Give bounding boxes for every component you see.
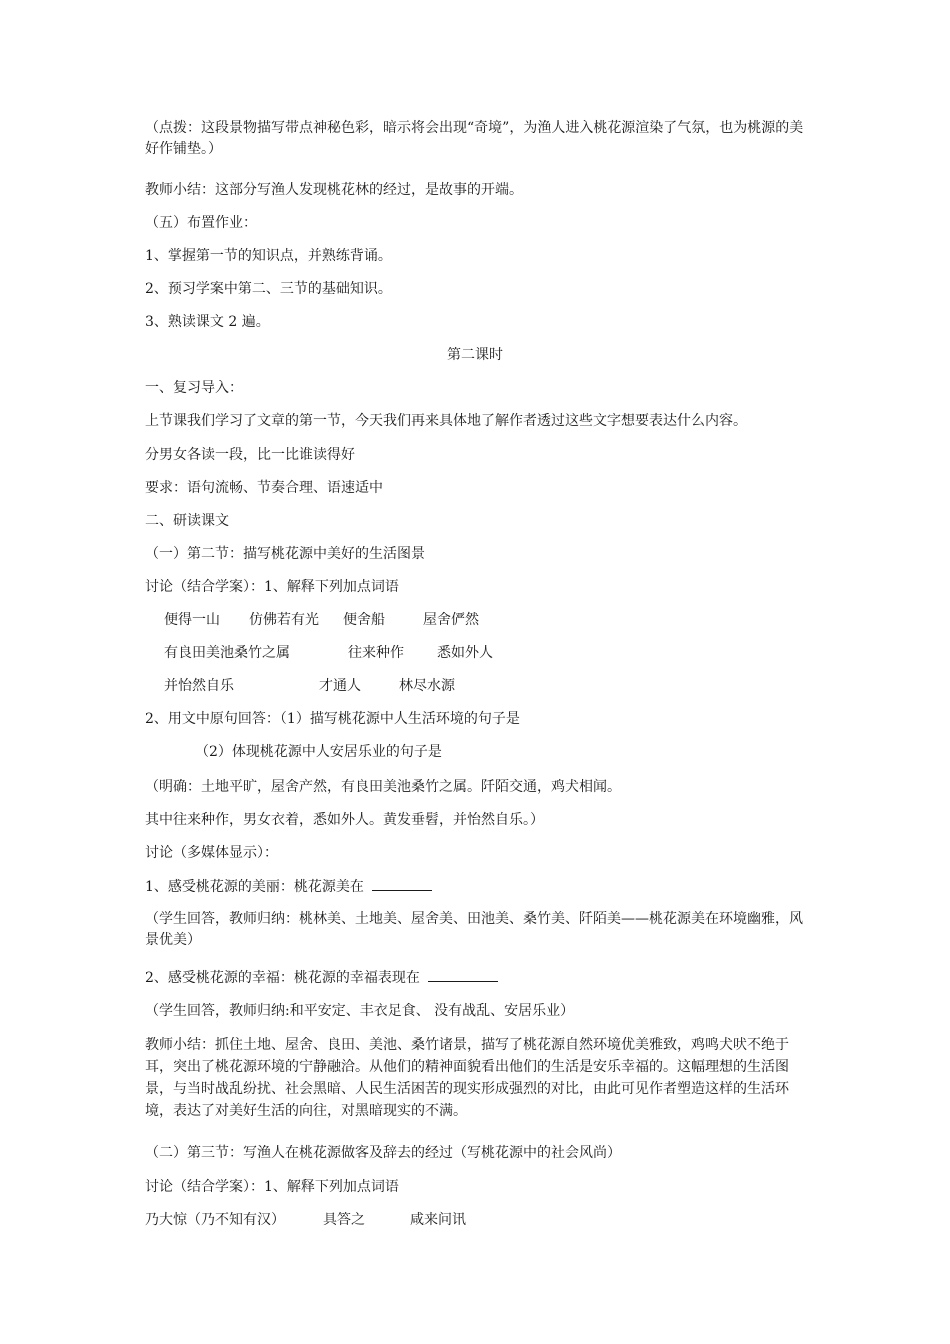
vocab-word: 屋舍俨然 <box>423 612 479 628</box>
paragraph-reading: 分男女各读一段，比一比谁读得好 <box>145 447 355 463</box>
answer-blank <box>372 876 432 891</box>
paragraph-hint: （点拨：这段景物描写带点神秘色彩，暗示将会出现“奇境”，为渔人进入桃花源渲染了气氛，也为桃源的美好作铺垫。） <box>145 120 804 157</box>
paragraph-discussion-1: 讨论（结合学案）：1、解释下列加点词语 <box>145 579 399 595</box>
beauty-prompt: 1、感受桃花源的美丽：桃花源美在 <box>145 879 364 895</box>
vocab-word: 乃大惊（乃不知有汉） <box>145 1212 285 1228</box>
vocab-word: 便舍船 <box>343 612 385 628</box>
vocab-word: 往来种作 <box>348 645 404 661</box>
paragraph-beauty-answer: （学生回答，教师归纳：桃林美、土地美、屋舍美、田池美、桑竹美、阡陌美——桃花源美在环境幽雅，风景优美） <box>145 911 803 948</box>
homework-item-1: 1、掌握第一节的知识点，并熟练背诵。 <box>145 248 392 264</box>
paragraph-teacher-summary-2: 教师小结：抓住土地、屋舍、良田、美池、桑竹诸景，描写了桃花源自然环境优美雅致，鸡鸣犬吠不绝于耳，突出了桃花源环境的宁静融洽。从他们的精神面貌看出他们的生活是安乐幸福的。这幅理想的生活图景，与当时战乱纷扰、社会黑暗、人民生活困苦的现实形成强烈的对比，由此可见作者塑造这样的生活环境，表达了对美好生活的向往，对黑暗现实的不满。 <box>145 1037 789 1119</box>
paragraph-answer-1: （明确：土地平旷，屋舍产然，有良田美池桑竹之属。阡陌交通，鸡犬相闻。 <box>145 779 621 795</box>
paragraph-teacher-summary-1: 教师小结：这部分写渔人发现桃花林的经过，是故事的开端。 <box>145 182 523 198</box>
answer-blank <box>428 967 498 982</box>
vocab-word: 咸来问讯 <box>410 1212 466 1228</box>
vocab-word: 具答之 <box>323 1212 365 1228</box>
vocab-word: 便得一山 <box>164 612 220 628</box>
paragraph-review-intro: 一、复习导入： <box>145 380 243 396</box>
homework-item-3: 3、熟读课文 2 遍。 <box>145 314 270 330</box>
paragraph-beauty <box>145 876 432 897</box>
paragraph-section-two: （一）第二节：描写桃花源中美好的生活图景 <box>145 546 425 562</box>
paragraph-discussion-media: 讨论（多媒体显示）： <box>145 845 278 861</box>
vocab-word: 仿佛若有光 <box>249 612 319 628</box>
paragraph-answer-2: 其中往来种作，男女衣着，悉如外人。黄发垂髫，并怡然自乐。） <box>145 812 544 828</box>
paragraph-happiness <box>145 967 498 988</box>
paragraph-homework-heading: （五）布置作业： <box>145 215 257 231</box>
paragraph-requirement: 要求：语句流畅、节奏合理、语速适中 <box>145 480 383 496</box>
happiness-prompt: 2、感受桃花源的幸福：桃花源的幸福表现在 <box>145 970 420 986</box>
vocab-word: 悉如外人 <box>437 645 493 661</box>
paragraph-question-2b: （2）体现桃花源中人安居乐业的句子是 <box>195 744 442 760</box>
paragraph-section-three: （二）第三节：写渔人在桃花源做客及辞去的经过（写桃花源中的社会风尚） <box>145 1145 621 1161</box>
paragraph-happiness-answer: （学生回答，教师归纳:和平安定、丰衣足食、 没有战乱、安居乐业） <box>145 1003 575 1019</box>
homework-item-2: 2、预习学案中第二、三节的基础知识。 <box>145 281 392 297</box>
paragraph-review-body: 上节课我们学习了文章的第一节，今天我们再来具体地了解作者透过这些文字想要表达什么内容。 <box>145 413 747 429</box>
paragraph-question-2: 2、用文中原句回答：（1）描写桃花源中人生活环境的句子是 <box>145 711 520 727</box>
paragraph-study-heading: 二、研读课文 <box>145 513 229 529</box>
vocab-word: 并怡然自乐 <box>164 678 234 694</box>
paragraph-discussion-2: 讨论（结合学案）：1、解释下列加点词语 <box>145 1179 399 1195</box>
section-heading: 第二课时 <box>447 347 503 363</box>
vocab-word: 林尽水源 <box>399 678 455 694</box>
vocab-word: 才通人 <box>319 678 361 694</box>
vocab-word: 有良田美池桑竹之属 <box>164 645 290 661</box>
